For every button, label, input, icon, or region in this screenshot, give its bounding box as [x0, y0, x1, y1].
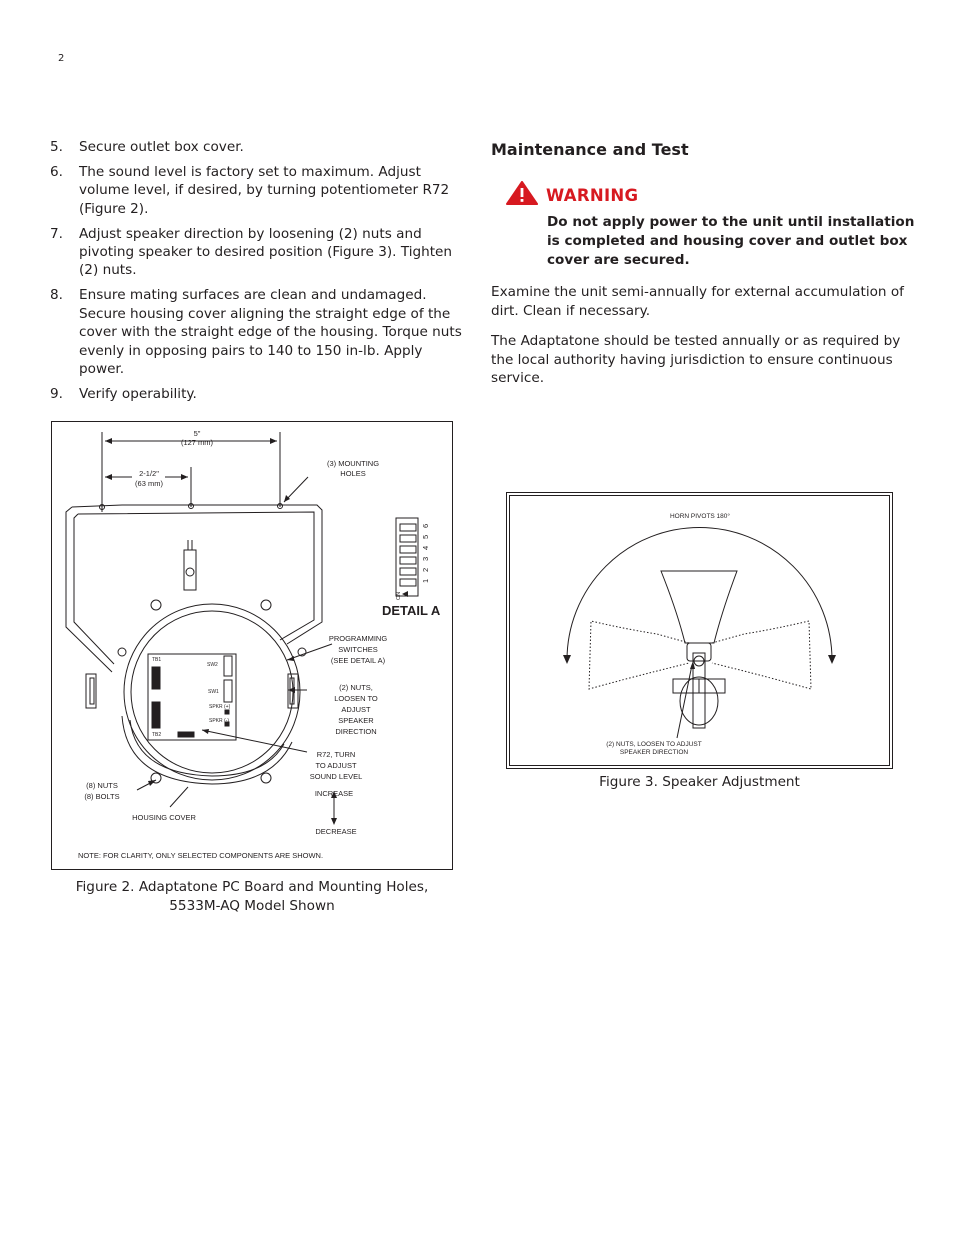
- step-text: The sound level is factory set to maximum. Adjust volume level, if desired, by turning potentiometer R72 (Figure 2).: [79, 163, 450, 217]
- step-text: Verify operability.: [79, 385, 197, 402]
- figure-2-diagram: [52, 422, 452, 869]
- label-r72: R72, TURN: [316, 750, 356, 759]
- step-text: Secure outlet box cover.: [79, 139, 244, 155]
- label-nuts-loosen: (2) NUTS, LOOSEN TO ADJUST: [606, 741, 702, 748]
- section-title: Maintenance and Test: [491, 140, 689, 159]
- label-sw2: SW2: [207, 662, 218, 668]
- label-tb1: TB1: [152, 657, 162, 663]
- figure-2-frame: [51, 421, 453, 870]
- label-loosen: LOOSEN TO: [334, 694, 378, 703]
- step-number: 7.: [50, 225, 63, 242]
- dimension-5in: 5": [193, 429, 201, 438]
- label-sw1: SW1: [208, 689, 219, 695]
- label-programming: PROGRAMMING: [328, 634, 388, 643]
- step-number: 5.: [50, 139, 63, 155]
- step-number: 6.: [50, 163, 63, 180]
- label-to-adjust: TO ADJUST: [315, 761, 357, 770]
- figure-3-diagram: [507, 493, 892, 768]
- step-item: [50, 138, 465, 156]
- figure-2-caption-line2: 5533M-AQ Model Shown: [169, 898, 335, 914]
- switch-number-2: 2: [421, 567, 430, 572]
- switch-number-1: 1: [421, 578, 430, 583]
- label-direction: DIRECTION: [335, 727, 377, 736]
- step-item: [50, 385, 465, 403]
- label-speaker: SPEAKER: [338, 716, 374, 725]
- switch-number-6: 6: [421, 523, 430, 528]
- label-sound-level: SOUND LEVEL: [309, 772, 363, 781]
- switch-number-4: 4: [421, 545, 430, 550]
- figure-3-caption: Figure 3. Speaker Adjustment: [599, 774, 800, 790]
- step-text: Ensure mating surfaces are clean and undamaged. Secure housing cover aligning the straight edge of the cover with the straight edge of the housing. Torque nuts evenly in opposing pairs to 140 to 150 in-lb. Apply power.: [79, 287, 462, 377]
- step-item: [50, 163, 465, 218]
- label-spkr-plus: SPKR (+): [209, 704, 231, 710]
- step-number: 9.: [50, 385, 63, 402]
- page-number: 2: [58, 53, 65, 64]
- warning-label: WARNING: [546, 186, 639, 205]
- dimension-2-5in: 2-1/2": [139, 469, 159, 478]
- label-bolts-8: (8) BOLTS: [84, 792, 120, 801]
- step-text: Adjust speaker direction by loosening (2) nuts and pivoting speaker to desired position (Figure 3). Tighten (2) nuts.: [79, 225, 453, 279]
- label-mounting-holes: (3) MOUNTING: [326, 459, 380, 468]
- figure-2-caption: [51, 878, 453, 916]
- figure-2-note: NOTE: FOR CLARITY, ONLY SELECTED COMPONENTS ARE SHOWN.: [78, 851, 324, 860]
- label-adjust: ADJUST: [341, 705, 371, 714]
- figure-3-frame: [506, 492, 893, 769]
- label-mounting-holes-2: HOLES: [340, 469, 366, 478]
- label-tb2: TB2: [152, 732, 162, 738]
- warning-text: Do not apply power to the unit until installation is completed and housing cover and outlet box cover are secured.: [547, 214, 915, 268]
- detail-a-label: DETAIL A: [382, 603, 441, 618]
- label-housing-cover: HOUSING COVER: [132, 813, 196, 822]
- label-see-detail: (SEE DETAIL A): [330, 656, 386, 665]
- label-nuts: (2) NUTS,: [339, 683, 373, 692]
- switch-number-3: 3: [421, 556, 430, 561]
- switch-number-5: 5: [421, 534, 430, 539]
- dimension-63mm: (63 mm): [135, 479, 163, 488]
- step-number: 8.: [50, 287, 63, 304]
- label-increase: INCREASE: [314, 789, 354, 798]
- dimension-127mm: (127 mm): [180, 438, 214, 447]
- label-decrease: DECREASE: [315, 827, 357, 836]
- label-horn-pivots: HORN PIVOTS 180°: [669, 513, 731, 520]
- label-spkr-minus: SPKR (-): [209, 718, 229, 724]
- step-item: [50, 286, 465, 378]
- warning-icon: [506, 181, 538, 205]
- label-nuts-8: (8) NUTS: [86, 781, 118, 790]
- installation-steps: [50, 138, 465, 410]
- step-item: [50, 225, 465, 280]
- label-speaker-direction: SPEAKER DIRECTION: [619, 749, 689, 756]
- testing-paragraph: The Adaptatone should be tested annually or as required by the local authority having jurisdiction to ensure continuous service.: [491, 333, 901, 387]
- switch-on-label: ON: [396, 591, 402, 600]
- maintenance-paragraph: Examine the unit semi-annually for external accumulation of dirt. Clean if necessary.: [491, 284, 904, 319]
- figure-2-caption-line1: Figure 2. Adaptatone PC Board and Mounting Holes,: [75, 879, 429, 895]
- label-switches: SWITCHES: [338, 645, 378, 654]
